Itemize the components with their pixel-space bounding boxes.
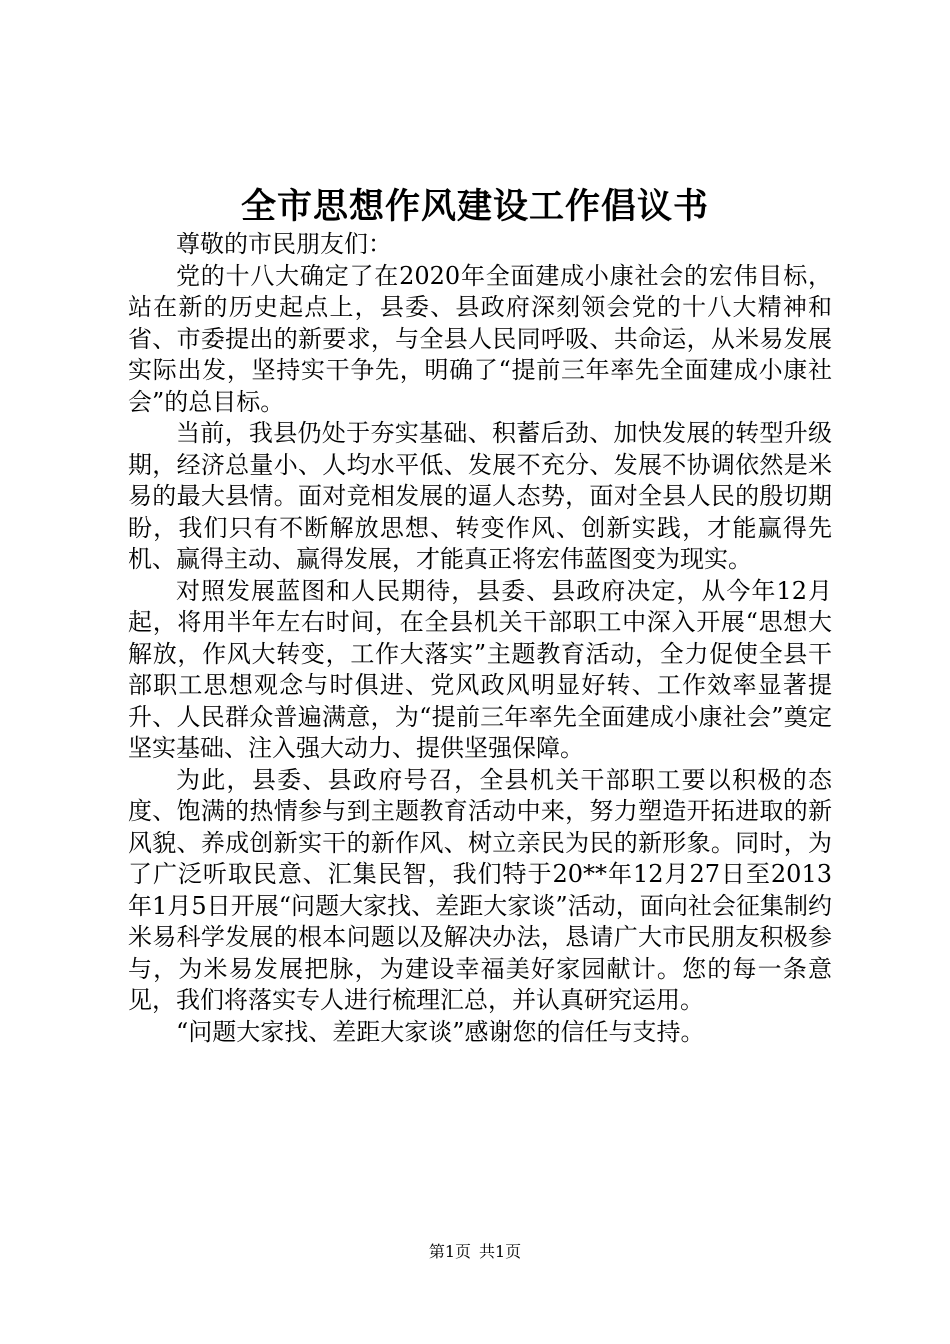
paragraph: 当前，我县仍处于夯实基础、积蓄后劲、加快发展的转型升级期，经济总量小、人均水平低、发展不充分、发展不协调依然是米易的最大县情。面对竞相发展的逼人态势，面对全县人民的殷切期盼，我们只有不断解放思想、转变作风、创新实践，才能赢得先机、赢得主动、赢得发展，才能真正将宏伟蓝图变为现实。 <box>128 419 832 573</box>
paragraph: 为此，县委、县政府号召，全县机关干部职工要以积极的态度、饱满的热情参与到主题教育活动中来，努力塑造开拓进取的新风貌、养成创新实干的新作风、树立亲民为民的新形象。同时，为了广泛听取民意、汇集民智，我们特于20**年12月27日至2013年1月5日开展“问题大家找、差距大家谈”活动，面向社会征集制约米易科学发展的根本问题以及解决办法，恳请广大市民朋友积极参与，为米易发展把脉，为建设幸福美好家园献计。您的每一条意见，我们将落实专人进行梳理汇总，并认真研究运用。 <box>128 765 832 1014</box>
document-body <box>128 229 832 1048</box>
paragraph: 党的十八大确定了在2020年全面建成小康社会的宏伟目标，站在新的历史起点上，县委、县政府深刻领会党的十八大精神和省、市委提出的新要求，与全县人民同呼吸、共命运，从米易发展实际出发，坚持实干争先，明确了“提前三年率先全面建成小康社会”的总目标。 <box>128 261 832 416</box>
page-total: 共1页 <box>479 1242 522 1261</box>
salutation: 尊敬的市民朋友们： <box>176 230 392 258</box>
page-footer <box>0 1240 950 1264</box>
document-title: 全市思想作风建设工作倡议书 <box>240 186 709 227</box>
page-number: 第1页 <box>428 1242 471 1261</box>
paragraph: “问题大家找、差距大家谈”感谢您的信任与支持。 <box>176 1017 705 1046</box>
paragraph: 对照发展蓝图和人民期待，县委、县政府决定，从今年12月起，将用半年左右时间，在全县机关干部职工中深入开展“思想大解放，作风大转变，工作大落实”主题教育活动，全力促使全县干部职工思想观念与时俱进、党风政风明显好转、工作效率显著提升、人民群众普遍满意，为“提前三年率先全面建成小康社会”奠定坚实基础、注入强大动力、提供坚强保障。 <box>128 576 832 762</box>
